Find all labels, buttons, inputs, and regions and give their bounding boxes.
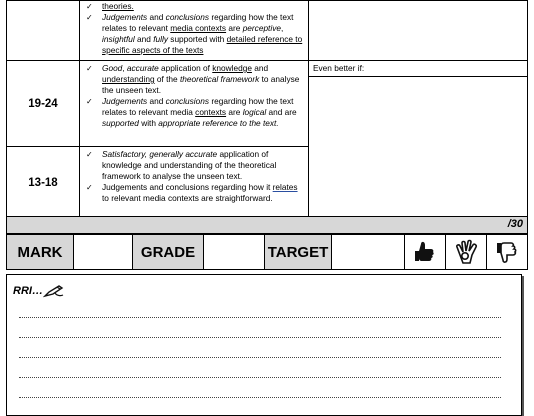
feedback-cell	[309, 1, 528, 61]
criterion-text: media contexts	[170, 23, 227, 33]
criterion-text: of the	[154, 74, 180, 84]
criterion-text: supported	[102, 118, 139, 128]
criterion-text: conclusions	[165, 12, 210, 22]
criterion-text: fully	[153, 34, 168, 44]
criterion-text: knowledge	[212, 63, 252, 73]
criterion-item	[80, 12, 306, 56]
mark-label: MARK	[7, 235, 74, 269]
band-cell	[7, 1, 80, 61]
criterion-text: supported with	[167, 34, 227, 44]
criterion-text: to analyse the unseen text.	[102, 74, 300, 95]
total-label: /30	[507, 218, 523, 230]
criterion-text: accurate	[126, 63, 159, 73]
criterion-text: Judgements and conclusions regarding how it	[102, 182, 273, 192]
criterion-item	[80, 96, 306, 129]
target-input[interactable]	[332, 235, 405, 269]
criteria-list	[80, 149, 306, 204]
criterion-text: application of	[158, 63, 213, 73]
response-line[interactable]	[19, 377, 501, 378]
pen-writing-icon	[43, 284, 65, 298]
criterion-text: regarding how the text relates to relevant	[102, 12, 294, 33]
criteria-list	[80, 1, 306, 56]
mark-bar	[6, 234, 528, 270]
tick-icon: ✓	[86, 2, 93, 11]
criteria-cell	[80, 147, 309, 219]
rri-box	[6, 274, 522, 416]
criterion-text: and	[251, 63, 269, 73]
criterion-text: appropriate reference to the text.	[158, 118, 279, 128]
response-line[interactable]	[19, 317, 501, 318]
target-label: TARGET	[265, 235, 332, 269]
criterion-item	[80, 1, 306, 12]
mark-input[interactable]	[74, 235, 133, 269]
response-line[interactable]	[19, 337, 501, 338]
criterion-text: Judgements	[102, 96, 148, 106]
criterion-text: theories.	[102, 1, 134, 11]
criterion-item	[80, 182, 306, 204]
total-row	[6, 216, 528, 234]
even-better-label: Even better if:	[309, 61, 527, 77]
grade-label: GRADE	[133, 235, 204, 269]
criterion-text: contexts	[195, 107, 227, 117]
criterion-text: theoretical framework	[179, 74, 260, 84]
criterion-text: Good	[102, 63, 123, 73]
criterion-text: to relevant media contexts are straightforward.	[102, 193, 273, 203]
criterion-text: are	[226, 107, 243, 117]
criterion-text: ,	[280, 23, 284, 33]
even-better-cell	[309, 61, 528, 219]
band-label: 13-18	[28, 176, 58, 189]
criterion-text: and	[147, 96, 166, 106]
criterion-text: application of knowledge and understanding of the theoretical framework to analyse the unseen text.	[102, 149, 277, 181]
criterion-text: logical	[242, 107, 267, 117]
rri-label: RRI…	[13, 285, 43, 297]
criterion-text: with	[138, 118, 159, 128]
thumbs-down-icon[interactable]	[487, 235, 527, 269]
tick-icon: ✓	[86, 13, 93, 22]
criterion-text: ,	[122, 63, 127, 73]
mark-scheme-table	[6, 0, 528, 219]
criterion-text: insightful	[102, 34, 135, 44]
thumbs-up-icon[interactable]	[405, 235, 446, 269]
band-label: 19-24	[28, 97, 58, 110]
criterion-item	[80, 63, 306, 96]
band-cell	[7, 147, 80, 219]
band-cell	[7, 61, 80, 147]
feedback-icons	[405, 235, 527, 269]
criterion-text: and	[134, 34, 154, 44]
criteria-cell	[80, 1, 309, 61]
tick-icon: ✓	[86, 64, 93, 73]
criterion-text: perceptive	[242, 23, 281, 33]
grade-input[interactable]	[204, 235, 265, 269]
criterion-item	[80, 149, 306, 182]
tick-icon: ✓	[86, 150, 93, 159]
criterion-text: Satisfactory, generally accurate	[102, 149, 218, 159]
criterion-text: and are	[266, 107, 297, 117]
rri-header	[13, 284, 65, 298]
criteria-list	[80, 63, 306, 129]
criterion-text: detailed reference to specific aspects of the texts	[102, 34, 303, 55]
criterion-text: and	[147, 12, 166, 22]
tick-icon: ✓	[86, 183, 93, 192]
tick-icon: ✓	[86, 97, 93, 106]
criterion-text: are	[226, 23, 243, 33]
criterion-text: relates	[272, 182, 298, 192]
criterion-text: understanding	[102, 74, 155, 84]
criterion-text: Judgements	[102, 12, 148, 22]
criterion-text: regarding how the text relates to relevant media	[102, 96, 294, 117]
response-line[interactable]	[19, 397, 501, 398]
ok-hand-icon[interactable]	[446, 235, 487, 269]
criterion-text: conclusions	[165, 96, 210, 106]
criteria-cell	[80, 61, 309, 147]
response-line[interactable]	[19, 357, 501, 358]
